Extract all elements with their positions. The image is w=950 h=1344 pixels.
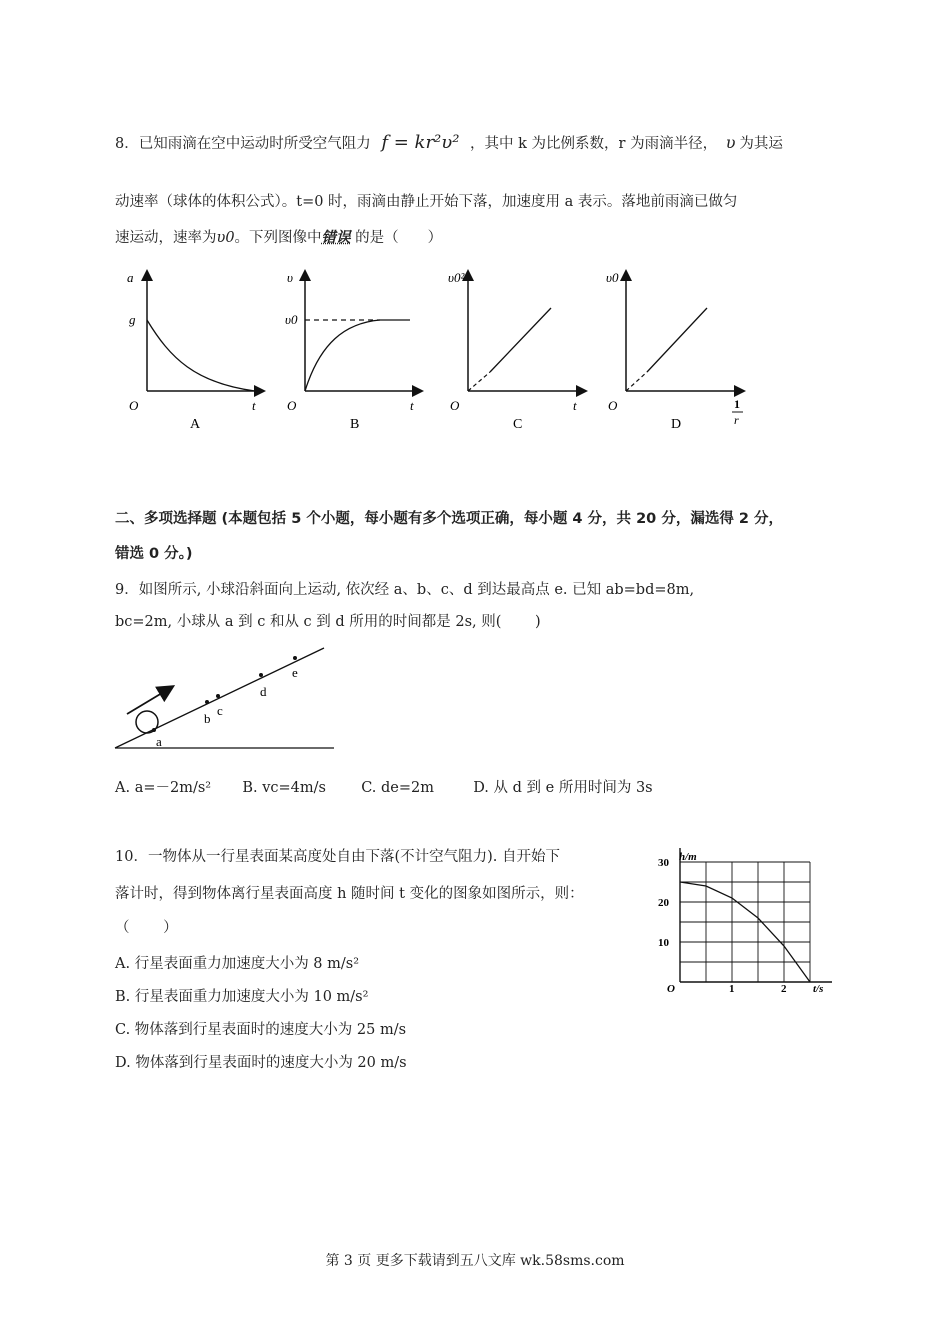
point-b: [205, 700, 209, 704]
graph-b-caption: B: [350, 417, 360, 432]
y-tick-label: 10: [658, 937, 669, 949]
label-e: e: [292, 665, 298, 680]
graph-d-ylabel: υ0: [606, 270, 619, 285]
label-a: a: [156, 734, 162, 749]
graph-c: [448, 270, 585, 432]
q9-option-b: B. vc=4m/s: [242, 780, 326, 796]
q8-line3-after: 的是（ ）: [355, 230, 443, 246]
q9-option-c: C. de=2m: [361, 780, 434, 796]
point-c: [216, 694, 220, 698]
graph-c-caption: C: [513, 417, 523, 432]
chart-xlabel: t/s: [813, 983, 824, 995]
q8-line1: [115, 132, 783, 153]
graph-d-xlabel-num: 1: [734, 397, 740, 411]
q8-v0: υ0: [216, 230, 235, 246]
chart-curve: [680, 882, 810, 982]
graph-d-caption: D: [671, 417, 682, 432]
graph-a-g: g: [129, 312, 136, 327]
q10-option-a: A. 行星表面重力加速度大小为 8 m/s²: [115, 956, 360, 972]
q8-text: 8．已知雨滴在空中运动时所受空气阻力: [115, 136, 371, 152]
graph-b-curve: [305, 320, 380, 391]
q8-line3-mid: 。下列图像中: [234, 230, 322, 246]
graph-b-v0: υ0: [285, 312, 298, 327]
q9-option-d: D. 从 d 到 e 所用时间为 3s: [473, 780, 653, 796]
graph-d: [606, 270, 743, 432]
y-tick-label: 20: [658, 897, 669, 909]
graph-b-ylabel: υ: [287, 270, 293, 285]
chart-ticks: [658, 857, 787, 995]
chart-grid: [680, 848, 832, 982]
graph-b-origin: O: [287, 398, 297, 413]
graph-b: [285, 270, 421, 432]
q9-options: [115, 776, 653, 797]
chart-origin: O: [667, 983, 675, 995]
graph-c-xlabel: t: [573, 398, 577, 413]
label-d: d: [260, 684, 267, 699]
q8-emphasis-wrong: 错误: [321, 229, 351, 246]
graph-d-origin: O: [608, 398, 618, 413]
graph-d-line: [647, 308, 707, 372]
section2-line2: 错选 0 分。): [115, 546, 193, 562]
graph-a-curve: [147, 320, 255, 391]
point-e: [293, 656, 297, 660]
q8-line3: [115, 226, 442, 247]
point-a: [152, 728, 156, 732]
q10-line1: 10．一物体从一行星表面某高度处自由下落(不计空气阻力). 自开始下: [115, 849, 560, 865]
q8-line2: 动速率（球体的体积公式）。t=0 时，雨滴由静止开始下落，加速度用 a 表示。落地前雨滴已做匀: [115, 194, 738, 210]
q10-option-b: B. 行星表面重力加速度大小为 10 m/s²: [115, 989, 369, 1005]
q9-incline-diagram: [112, 640, 342, 755]
q10-ht-chart: [655, 842, 835, 1002]
q10-line3: （ ）: [115, 920, 178, 936]
q9-line2: bc=2m, 小球从 a 到 c 和从 c 到 d 所用的时间都是 2s, 则( ): [115, 614, 541, 630]
label-c: c: [217, 703, 223, 718]
x-tick-label: 1: [729, 983, 735, 995]
q10-option-d: D. 物体落到行星表面时的速度大小为 20 m/s: [115, 1055, 407, 1071]
q10-line2: 落计时，得到物体离行星表面高度 h 随时间 t 变化的图象如图所示，则：: [115, 886, 584, 902]
x-tick-label: 2: [781, 983, 787, 995]
graph-a-caption: A: [190, 417, 201, 432]
graph-d-xlabel-den: r: [734, 413, 739, 427]
chart-ylabel: h/m: [679, 851, 697, 863]
graph-c-ylabel: υ0²: [448, 270, 465, 285]
graph-a: [127, 270, 263, 432]
q9-option-a: A. a=－2m/s²: [115, 780, 212, 796]
q8-v-symbol: υ: [725, 133, 736, 152]
section2-line1: 二、多项选择题 (本题包括 5 个小题，每小题有多个选项正确，每小题 4 分，共 20 分，漏选得 2 分，: [115, 511, 784, 527]
graph-c-line: [490, 308, 551, 372]
motion-arrow: [127, 687, 172, 714]
q8-formula: f = kr²υ²: [381, 132, 460, 153]
graph-c-origin: O: [450, 398, 460, 413]
q10-option-c: C. 物体落到行星表面时的速度大小为 25 m/s: [115, 1022, 407, 1038]
page-footer: 第 3 页 更多下载请到五八文库 wk.58sms.com: [325, 1253, 625, 1269]
graph-a-origin: O: [129, 398, 139, 413]
graph-b-xlabel: t: [410, 398, 414, 413]
label-b: b: [204, 711, 211, 726]
q8-line3-before: 速运动，速率为: [115, 230, 217, 246]
q9-line1: 9．如图所示, 小球沿斜面向上运动, 依次经 a、b、c、d 到达最高点 e. 已知 ab=bd=8m,: [115, 582, 695, 598]
q8-graphs: [115, 258, 765, 438]
graph-a-ylabel: a: [127, 270, 134, 285]
graph-a-xlabel: t: [252, 398, 256, 413]
point-d: [259, 673, 263, 677]
q8-text-after: ，其中 k 为比例系数，r 为雨滴半径，: [470, 136, 718, 152]
y-tick-label: 30: [658, 857, 669, 869]
q8-text-end: 为其运: [739, 136, 783, 152]
